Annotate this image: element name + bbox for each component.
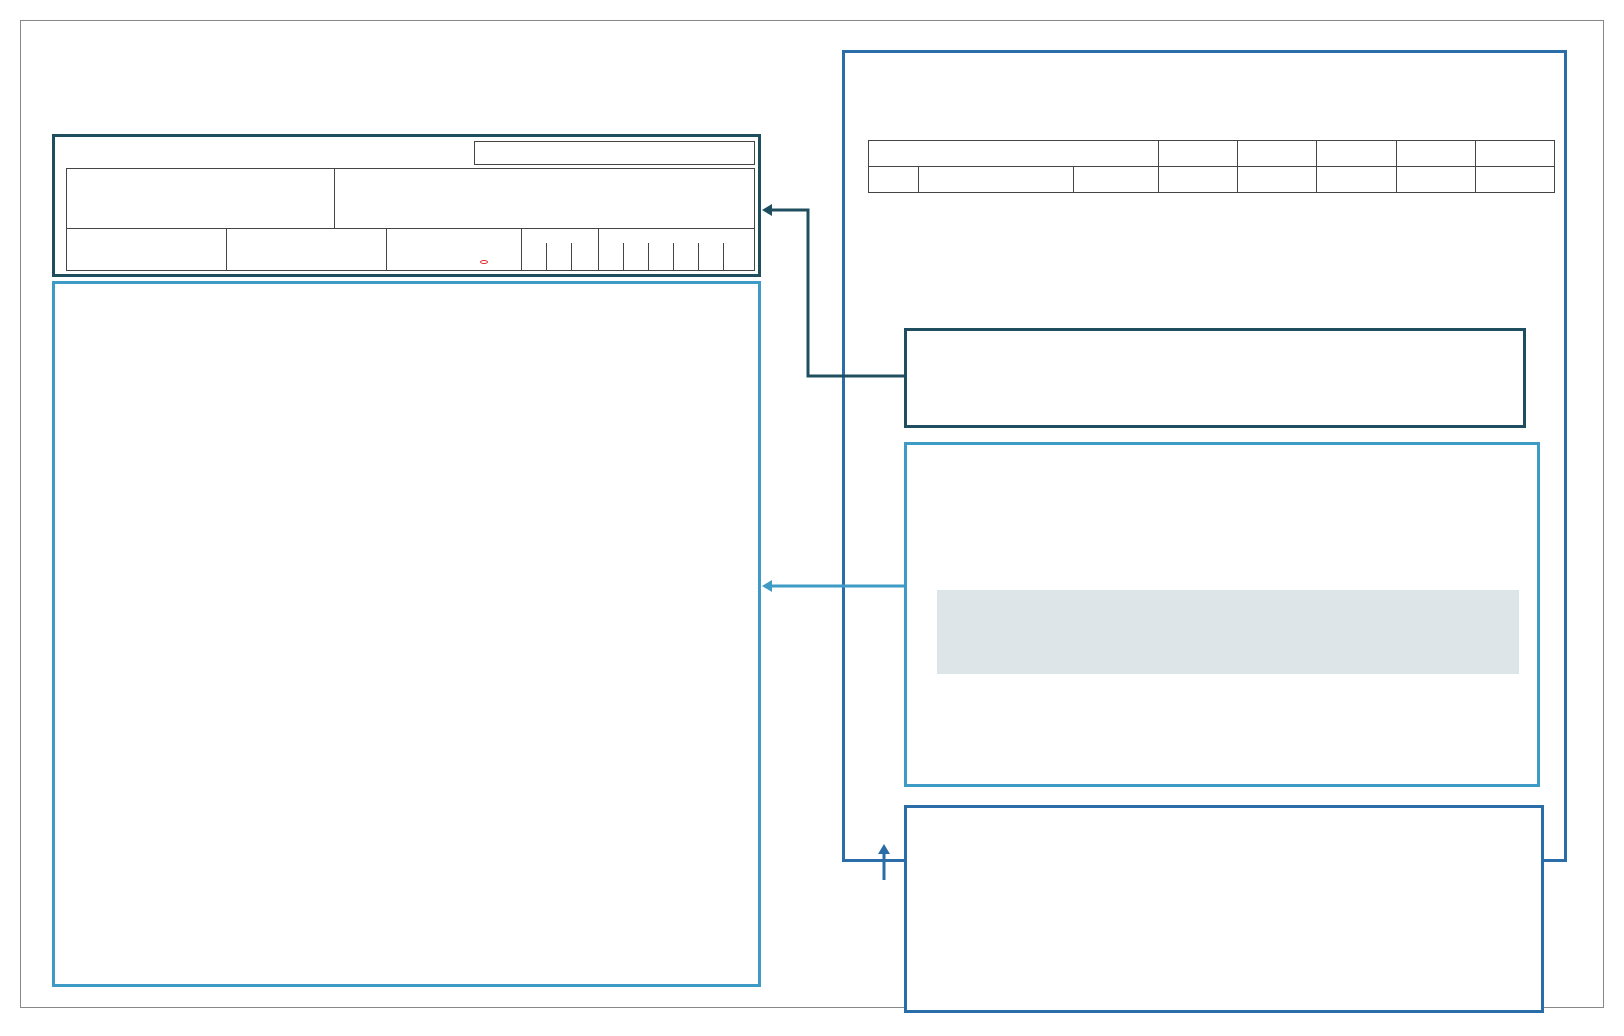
asset-table xyxy=(868,140,1555,193)
col-recv-header xyxy=(1159,167,1238,193)
heir-col-header xyxy=(1475,141,1554,167)
connector-arrows xyxy=(760,190,910,880)
sec1-acct-char xyxy=(648,243,673,270)
sec1-acct-char xyxy=(698,243,723,270)
sec1-dept-code-char xyxy=(546,243,571,270)
asset-table-group-header xyxy=(869,141,1159,167)
col-recv-header xyxy=(1238,167,1317,193)
sec1-acct-char xyxy=(623,243,648,270)
col-name-header xyxy=(919,167,1074,193)
section2-frame xyxy=(52,281,761,987)
callout-deceased xyxy=(904,328,1526,428)
heir-col-header xyxy=(1238,141,1317,167)
col-recv-header xyxy=(1475,167,1554,193)
sec1-acct-char xyxy=(723,243,748,270)
sec1-account-number[interactable] xyxy=(598,243,748,270)
sec1-acct-char xyxy=(673,243,698,270)
sec1-acct-char xyxy=(598,243,623,270)
heir-col-header xyxy=(1159,141,1238,167)
col-recv-header xyxy=(1396,167,1475,193)
heir-col-header xyxy=(1396,141,1475,167)
callout-assets xyxy=(904,805,1544,1013)
col-code-header xyxy=(869,167,919,193)
entry-date-box xyxy=(474,141,755,165)
sec1-dept-code-char xyxy=(571,243,596,270)
minor-box xyxy=(937,590,1519,674)
sec1-shiten xyxy=(480,260,488,264)
sec1-dept-code-char xyxy=(521,243,546,270)
callout-heirs xyxy=(904,442,1540,787)
heir-col-header xyxy=(1317,141,1396,167)
col-qty-header xyxy=(1074,167,1159,193)
col-recv-header xyxy=(1317,167,1396,193)
sec1-dept-code[interactable] xyxy=(521,243,596,270)
